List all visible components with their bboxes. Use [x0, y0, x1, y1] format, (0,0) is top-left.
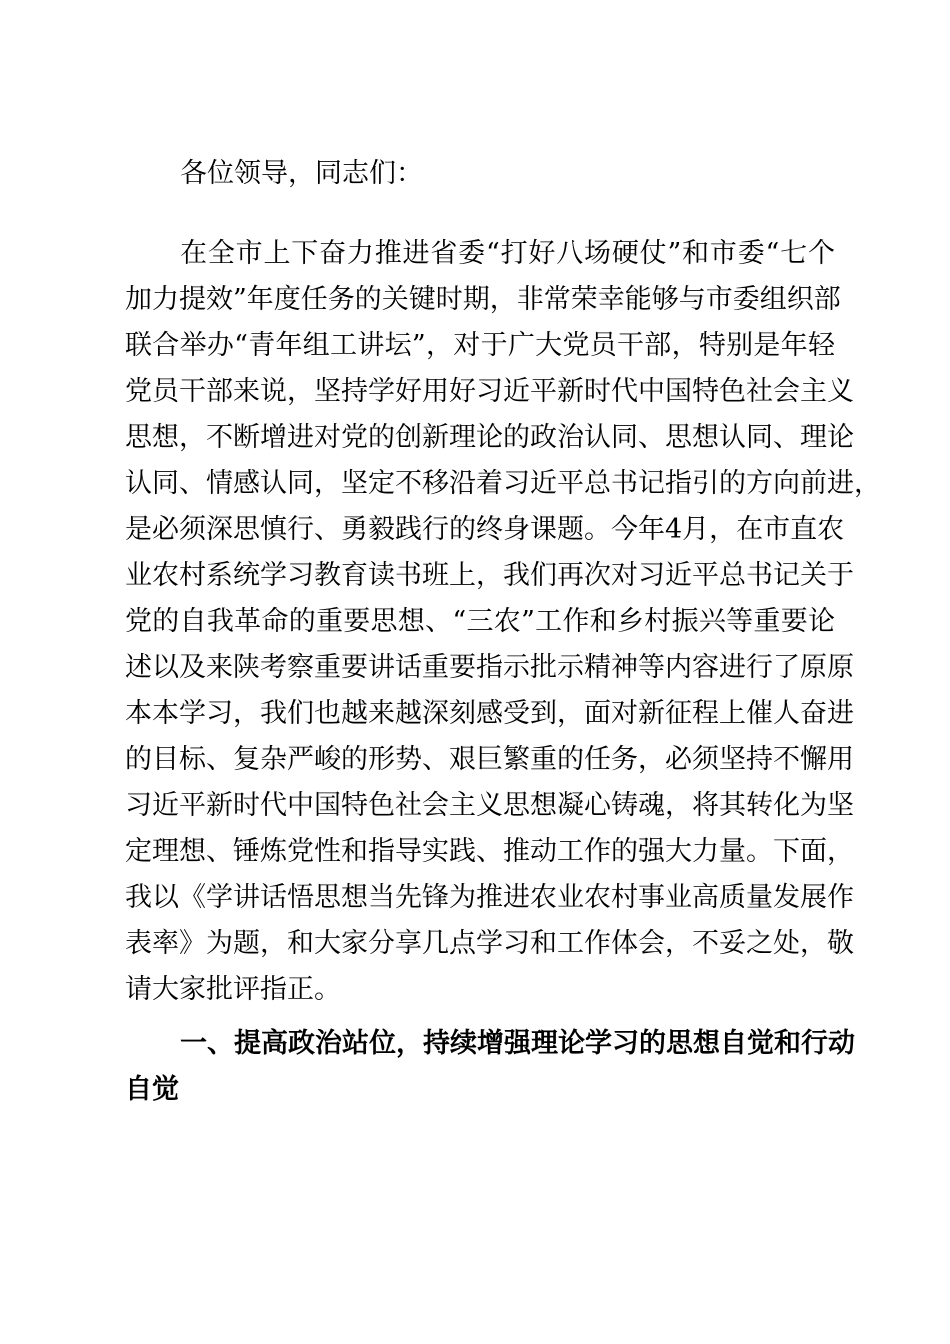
- body-line: 定理想、锤炼党性和指导实践、推动工作的强大力量。下面，: [125, 836, 854, 867]
- body-line: 业农村系统学习教育读书班上，我们再次对习近平总书记关于: [125, 560, 854, 591]
- body-line: 思想，不断增进对党的创新理论的政治认同、思想认同、理论: [125, 422, 854, 453]
- body-line: 习近平新时代中国特色社会主义思想凝心铸魂，将其转化为坚: [125, 790, 854, 821]
- salutation: 各位领导，同志们：: [180, 158, 423, 189]
- body-line: 加力提效”年度任务的关键时期，非常荣幸能够与市委组织部: [125, 284, 841, 315]
- body-line: 的目标、复杂严峻的形势、艰巨繁重的任务，必须坚持不懈用: [125, 744, 854, 775]
- body-line: 表率》为题，和大家分享几点学习和工作体会，不妥之处，敬: [125, 928, 854, 959]
- body-line: 请大家批评指正。: [125, 974, 341, 1005]
- body-line: 党的自我革命的重要思想、“三农”工作和乡村振兴等重要论: [125, 606, 835, 637]
- body-line: 在全市上下奋力推进省委“打好八场硬仗”和市委“七个: [180, 238, 835, 269]
- body-line: 本本学习，我们也越来越深刻感受到，面对新征程上催人奋进: [125, 698, 854, 729]
- body-line: 联合举办“青年组工讲坛”，对于广大党员干部，特别是年轻: [125, 330, 835, 361]
- section-heading: 一、提高政治站位，持续增强理论学习的思想自觉和行动: [180, 1028, 855, 1059]
- body-line: 述以及来陕考察重要讲话重要指示批示精神等内容进行了原原: [125, 652, 854, 683]
- body-line: 党员干部来说，坚持学好用好习近平新时代中国特色社会主义: [125, 376, 854, 407]
- body-line: 是必须深思慎行、勇毅践行的终身课题。今年4月，在市直农: [125, 514, 845, 545]
- body-line: 我以《学讲话悟思想当先锋为推进农业农村事业高质量发展作: [125, 882, 854, 913]
- body-line: 认同、情感认同，坚定不移沿着习近平总书记指引的方向前进，: [125, 468, 881, 499]
- section-heading: 自觉: [125, 1074, 179, 1105]
